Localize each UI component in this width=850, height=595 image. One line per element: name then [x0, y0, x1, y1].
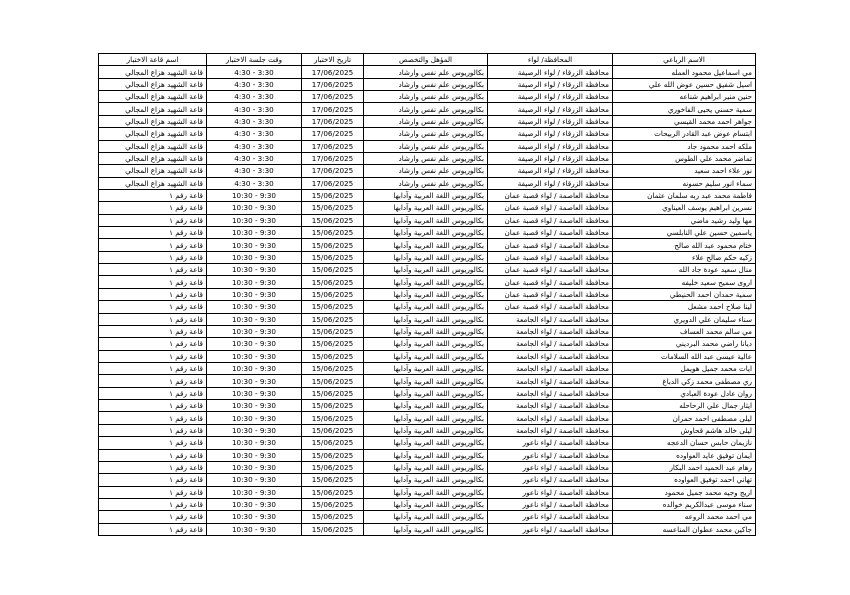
cell-session-time: 4:30 - 3:30	[207, 78, 302, 90]
cell-full-name: ايمان توفيق عايد العواوده	[613, 449, 756, 461]
cell-exam-hall: قاعة رقم ١	[99, 375, 207, 387]
table-body	[99, 66, 756, 536]
cell-full-name: جاكين محمد عطوان المناعسه	[613, 523, 756, 535]
table-row	[99, 301, 756, 313]
cell-exam-hall: قاعة رقم ١	[99, 276, 207, 288]
cell-qualification: بكالوريوس اللغة العربية وآدابها	[364, 301, 488, 313]
cell-exam-date: 15/06/2025	[302, 375, 364, 387]
cell-exam-date: 15/06/2025	[302, 350, 364, 362]
cell-governorate: محافظة العاصمة / لواء ناعور	[488, 498, 613, 510]
cell-exam-hall: قاعة رقم ١	[99, 288, 207, 300]
cell-exam-hall: قاعة رقم ١	[99, 338, 207, 350]
cell-qualification: بكالوريوس علم نفس وارشاد	[364, 115, 488, 127]
cell-governorate: محافظة العاصمة / لواء قصبة عمان	[488, 214, 613, 226]
table-row	[99, 189, 756, 201]
cell-exam-hall: قاعة الشهيد هزاع المجالي	[99, 91, 207, 103]
cell-exam-date: 15/06/2025	[302, 424, 364, 436]
cell-exam-hall: قاعة الشهيد هزاع المجالي	[99, 66, 207, 78]
table-row	[99, 449, 756, 461]
cell-governorate: محافظة العاصمة / لواء قصبة عمان	[488, 189, 613, 201]
cell-governorate: محافظة العاصمة / لواء الجامعة	[488, 325, 613, 337]
cell-exam-date: 15/06/2025	[302, 288, 364, 300]
cell-full-name: ليلى مصطفى احمد حمران	[613, 412, 756, 424]
cell-qualification: بكالوريوس اللغة العربية وآدابها	[364, 523, 488, 535]
cell-full-name: روان عادل عودة العبادي	[613, 387, 756, 399]
cell-full-name: مي سالم محمد العساف	[613, 325, 756, 337]
cell-qualification: بكالوريوس اللغة العربية وآدابها	[364, 338, 488, 350]
cell-exam-date: 17/06/2025	[302, 78, 364, 90]
cell-governorate: محافظة العاصمة / لواء الجامعة	[488, 375, 613, 387]
cell-qualification: بكالوريوس اللغة العربية وآدابها	[364, 202, 488, 214]
cell-exam-date: 15/06/2025	[302, 362, 364, 374]
cell-exam-date: 15/06/2025	[302, 400, 364, 412]
cell-session-time: 10:30 - 9:30	[207, 202, 302, 214]
cell-qualification: بكالوريوس اللغة العربية وآدابها	[364, 227, 488, 239]
cell-exam-hall: قاعة رقم ١	[99, 301, 207, 313]
cell-full-name: ختام محمود عبد الله صالح	[613, 239, 756, 251]
cell-governorate: محافظة العاصمة / لواء ناعور	[488, 486, 613, 498]
cell-full-name: سناء موسى عبدالكريم خوالده	[613, 498, 756, 510]
cell-full-name: لينا صلاح احمد مشعل	[613, 301, 756, 313]
cell-governorate: محافظة العاصمة / لواء ناعور	[488, 449, 613, 461]
cell-exam-date: 15/06/2025	[302, 338, 364, 350]
cell-session-time: 10:30 - 9:30	[207, 239, 302, 251]
cell-qualification: بكالوريوس اللغة العربية وآدابها	[364, 239, 488, 251]
cell-exam-date: 15/06/2025	[302, 313, 364, 325]
cell-qualification: بكالوريوس علم نفس وارشاد	[364, 152, 488, 164]
table-row	[99, 461, 756, 473]
cell-session-time: 4:30 - 3:30	[207, 165, 302, 177]
cell-full-name: مي احمد محمد الروعه	[613, 511, 756, 523]
cell-full-name: جواهر احمد محمد القيسي	[613, 115, 756, 127]
cell-session-time: 10:30 - 9:30	[207, 400, 302, 412]
cell-exam-hall: قاعة الشهيد هزاع المجالي	[99, 78, 207, 90]
cell-exam-date: 15/06/2025	[302, 214, 364, 226]
cell-qualification: بكالوريوس اللغة العربية وآدابها	[364, 325, 488, 337]
cell-exam-date: 17/06/2025	[302, 103, 364, 115]
cell-session-time: 10:30 - 9:30	[207, 511, 302, 523]
table-row	[99, 103, 756, 115]
cell-exam-hall: قاعة الشهيد هزاع المجالي	[99, 177, 207, 189]
cell-exam-date: 15/06/2025	[302, 325, 364, 337]
cell-governorate: محافظة الزرقاء / لواء الرصيفة	[488, 128, 613, 140]
cell-qualification: بكالوريوس علم نفس وارشاد	[364, 128, 488, 140]
cell-session-time: 10:30 - 9:30	[207, 523, 302, 535]
cell-full-name: زكيه حكم صالح علاء	[613, 251, 756, 263]
cell-session-time: 4:30 - 3:30	[207, 128, 302, 140]
cell-exam-hall: قاعة رقم ١	[99, 214, 207, 226]
cell-qualification: بكالوريوس اللغة العربية وآدابها	[364, 189, 488, 201]
cell-exam-hall: قاعة رقم ١	[99, 437, 207, 449]
cell-qualification: بكالوريوس اللغة العربية وآدابها	[364, 387, 488, 399]
cell-exam-date: 15/06/2025	[302, 189, 364, 201]
cell-session-time: 4:30 - 3:30	[207, 103, 302, 115]
cell-full-name: سمية حسني يحيى الفاخوري	[613, 103, 756, 115]
table-row	[99, 115, 756, 127]
cell-session-time: 10:30 - 9:30	[207, 350, 302, 362]
cell-session-time: 4:30 - 3:30	[207, 140, 302, 152]
table-row	[99, 474, 756, 486]
cell-exam-hall: قاعة رقم ١	[99, 313, 207, 325]
cell-governorate: محافظة العاصمة / لواء الجامعة	[488, 338, 613, 350]
cell-qualification: بكالوريوس اللغة العربية وآدابها	[364, 350, 488, 362]
cell-governorate: محافظة العاصمة / لواء قصبة عمان	[488, 251, 613, 263]
cell-qualification: بكالوريوس اللغة العربية وآدابها	[364, 498, 488, 510]
cell-exam-date: 15/06/2025	[302, 251, 364, 263]
cell-full-name: نور علاء احمد سعيد	[613, 165, 756, 177]
header-full-name: الاسم الرباعي	[613, 54, 756, 66]
cell-session-time: 4:30 - 3:30	[207, 177, 302, 189]
cell-session-time: 10:30 - 9:30	[207, 412, 302, 424]
cell-full-name: ياسمين حسين علي النابلسي	[613, 227, 756, 239]
cell-full-name: ملكه احمد محمود جاد	[613, 140, 756, 152]
cell-governorate: محافظة العاصمة / لواء الجامعة	[488, 350, 613, 362]
cell-full-name: منال سعيد عودة جاد الله	[613, 264, 756, 276]
cell-qualification: بكالوريوس علم نفس وارشاد	[364, 140, 488, 152]
cell-exam-date: 15/06/2025	[302, 276, 364, 288]
cell-session-time: 10:30 - 9:30	[207, 387, 302, 399]
cell-exam-hall: قاعة رقم ١	[99, 189, 207, 201]
cell-governorate: محافظة العاصمة / لواء ناعور	[488, 437, 613, 449]
table-row	[99, 523, 756, 535]
cell-full-name: ديانا راضي محمد البرديني	[613, 338, 756, 350]
cell-qualification: بكالوريوس اللغة العربية وآدابها	[364, 375, 488, 387]
header-exam-hall: اسم قاعة الاختبار	[99, 54, 207, 66]
cell-qualification: بكالوريوس اللغة العربية وآدابها	[364, 474, 488, 486]
cell-session-time: 10:30 - 9:30	[207, 325, 302, 337]
cell-governorate: محافظة العاصمة / لواء ناعور	[488, 474, 613, 486]
table-row	[99, 239, 756, 251]
cell-exam-hall: قاعة الشهيد هزاع المجالي	[99, 140, 207, 152]
cell-session-time: 10:30 - 9:30	[207, 264, 302, 276]
cell-full-name: ايات محمد جميل هويمل	[613, 362, 756, 374]
cell-governorate: محافظة العاصمة / لواء الجامعة	[488, 387, 613, 399]
cell-full-name: تماضر محمد علي الطوس	[613, 152, 756, 164]
table-row	[99, 350, 756, 362]
cell-full-name: نازيمان حابس حسان الدعجه	[613, 437, 756, 449]
cell-qualification: بكالوريوس علم نفس وارشاد	[364, 91, 488, 103]
cell-full-name: ابتسام عوض عبد القادر الربيحات	[613, 128, 756, 140]
table-row	[99, 498, 756, 510]
cell-governorate: محافظة الزرقاء / لواء الرصيفة	[488, 115, 613, 127]
cell-qualification: بكالوريوس اللغة العربية وآدابها	[364, 362, 488, 374]
cell-governorate: محافظة الزرقاء / لواء الرصيفة	[488, 140, 613, 152]
cell-exam-hall: قاعة رقم ١	[99, 227, 207, 239]
cell-exam-hall: قاعة رقم ١	[99, 523, 207, 535]
cell-exam-date: 15/06/2025	[302, 412, 364, 424]
table-row	[99, 437, 756, 449]
cell-full-name: حنين منير ابراهيم شناعه	[613, 91, 756, 103]
table-row	[99, 511, 756, 523]
table-row	[99, 424, 756, 436]
cell-session-time: 10:30 - 9:30	[207, 461, 302, 473]
cell-exam-hall: قاعة الشهيد هزاع المجالي	[99, 115, 207, 127]
cell-governorate: محافظة العاصمة / لواء ناعور	[488, 523, 613, 535]
cell-exam-hall: قاعة رقم ١	[99, 251, 207, 263]
cell-exam-hall: قاعة رقم ١	[99, 387, 207, 399]
table-row	[99, 486, 756, 498]
cell-session-time: 10:30 - 9:30	[207, 251, 302, 263]
cell-governorate: محافظة العاصمة / لواء قصبة عمان	[488, 288, 613, 300]
cell-session-time: 10:30 - 9:30	[207, 424, 302, 436]
cell-exam-date: 15/06/2025	[302, 486, 364, 498]
cell-session-time: 10:30 - 9:30	[207, 338, 302, 350]
table-row	[99, 264, 756, 276]
cell-session-time: 10:30 - 9:30	[207, 214, 302, 226]
cell-exam-date: 17/06/2025	[302, 165, 364, 177]
cell-exam-date: 15/06/2025	[302, 239, 364, 251]
table-row	[99, 227, 756, 239]
cell-exam-date: 15/06/2025	[302, 474, 364, 486]
header-session-time: وقت جلسة الاختبار	[207, 54, 302, 66]
cell-full-name: سناء سليمان علي الدويري	[613, 313, 756, 325]
table-row	[99, 288, 756, 300]
cell-governorate: محافظة العاصمة / لواء الجامعة	[488, 362, 613, 374]
cell-exam-date: 15/06/2025	[302, 202, 364, 214]
cell-qualification: بكالوريوس علم نفس وارشاد	[364, 165, 488, 177]
cell-exam-date: 15/06/2025	[302, 461, 364, 473]
cell-exam-hall: قاعة رقم ١	[99, 449, 207, 461]
cell-exam-date: 17/06/2025	[302, 128, 364, 140]
table-header-row	[99, 54, 756, 66]
cell-session-time: 10:30 - 9:30	[207, 227, 302, 239]
cell-exam-date: 17/06/2025	[302, 115, 364, 127]
cell-governorate: محافظة العاصمة / لواء قصبة عمان	[488, 227, 613, 239]
cell-session-time: 10:30 - 9:30	[207, 313, 302, 325]
cell-qualification: بكالوريوس اللغة العربية وآدابها	[364, 288, 488, 300]
table-row	[99, 177, 756, 189]
cell-qualification: بكالوريوس علم نفس وارشاد	[364, 78, 488, 90]
cell-qualification: بكالوريوس علم نفس وارشاد	[364, 177, 488, 189]
table-row	[99, 66, 756, 78]
table-row	[99, 313, 756, 325]
cell-exam-date: 15/06/2025	[302, 498, 364, 510]
cell-session-time: 10:30 - 9:30	[207, 276, 302, 288]
cell-exam-hall: قاعة رقم ١	[99, 202, 207, 214]
cell-session-time: 10:30 - 9:30	[207, 301, 302, 313]
cell-session-time: 10:30 - 9:30	[207, 474, 302, 486]
cell-governorate: محافظة الزرقاء / لواء الرصيفة	[488, 103, 613, 115]
cell-exam-hall: قاعة رقم ١	[99, 474, 207, 486]
table-row	[99, 325, 756, 337]
cell-exam-hall: قاعة رقم ١	[99, 264, 207, 276]
cell-qualification: بكالوريوس اللغة العربية وآدابها	[364, 276, 488, 288]
cell-qualification: بكالوريوس اللغة العربية وآدابها	[364, 437, 488, 449]
table-row	[99, 152, 756, 164]
table-row	[99, 276, 756, 288]
cell-governorate: محافظة الزرقاء / لواء الرصيفة	[488, 177, 613, 189]
cell-exam-date: 17/06/2025	[302, 66, 364, 78]
cell-exam-date: 15/06/2025	[302, 511, 364, 523]
cell-full-name: مي اسماعيل محمود العمله	[613, 66, 756, 78]
cell-full-name: اريج وجيه محمد جميل محمود	[613, 486, 756, 498]
table-row	[99, 251, 756, 263]
cell-exam-hall: قاعة رقم ١	[99, 239, 207, 251]
cell-exam-hall: قاعة رقم ١	[99, 486, 207, 498]
cell-full-name: اروى سميح سعيد خليفه	[613, 276, 756, 288]
table-row	[99, 387, 756, 399]
cell-qualification: بكالوريوس علم نفس وارشاد	[364, 66, 488, 78]
table-row	[99, 400, 756, 412]
cell-exam-date: 17/06/2025	[302, 140, 364, 152]
cell-exam-hall: قاعة رقم ١	[99, 400, 207, 412]
cell-governorate: محافظة العاصمة / لواء الجامعة	[488, 412, 613, 424]
exam-schedule-sheet	[98, 53, 755, 536]
cell-exam-date: 15/06/2025	[302, 387, 364, 399]
cell-governorate: محافظة العاصمة / لواء ناعور	[488, 461, 613, 473]
header-qualification: المؤهل والتخصص	[364, 54, 488, 66]
cell-governorate: محافظة الزرقاء / لواء الرصيفة	[488, 165, 613, 177]
cell-exam-hall: قاعة رقم ١	[99, 498, 207, 510]
cell-exam-hall: قاعة رقم ١	[99, 325, 207, 337]
table-row	[99, 375, 756, 387]
cell-governorate: محافظة العاصمة / لواء قصبة عمان	[488, 276, 613, 288]
cell-session-time: 4:30 - 3:30	[207, 91, 302, 103]
header-governorate: المحافظة/ لواء	[488, 54, 613, 66]
table-row	[99, 338, 756, 350]
cell-full-name: فاطمة محمد عبد ربه سلمان عثمان	[613, 189, 756, 201]
cell-full-name: رهام عبد الحميد احمد البكار	[613, 461, 756, 473]
cell-governorate: محافظة العاصمة / لواء الجامعة	[488, 313, 613, 325]
cell-session-time: 10:30 - 9:30	[207, 486, 302, 498]
table-row	[99, 91, 756, 103]
cell-session-time: 10:30 - 9:30	[207, 498, 302, 510]
cell-qualification: بكالوريوس اللغة العربية وآدابها	[364, 486, 488, 498]
cell-full-name: تهاني احمد توفيق العواوده	[613, 474, 756, 486]
cell-full-name: ري مصطفى محمد زكي الدباغ	[613, 375, 756, 387]
cell-governorate: محافظة الزرقاء / لواء الرصيفة	[488, 152, 613, 164]
table-row	[99, 412, 756, 424]
cell-qualification: بكالوريوس اللغة العربية وآدابها	[364, 424, 488, 436]
cell-governorate: محافظة الزرقاء / لواء الرصيفة	[488, 91, 613, 103]
cell-exam-date: 15/06/2025	[302, 437, 364, 449]
cell-exam-hall: قاعة رقم ١	[99, 350, 207, 362]
cell-exam-date: 15/06/2025	[302, 449, 364, 461]
cell-governorate: محافظة العاصمة / لواء قصبة عمان	[488, 239, 613, 251]
cell-full-name: مها وليد رشيد ماضي	[613, 214, 756, 226]
cell-exam-hall: قاعة رقم ١	[99, 412, 207, 424]
cell-session-time: 10:30 - 9:30	[207, 437, 302, 449]
cell-exam-date: 15/06/2025	[302, 301, 364, 313]
table-row	[99, 202, 756, 214]
cell-qualification: بكالوريوس اللغة العربية وآدابها	[364, 400, 488, 412]
cell-exam-date: 17/06/2025	[302, 152, 364, 164]
exam-schedule-table	[98, 53, 756, 536]
cell-qualification: بكالوريوس اللغة العربية وآدابها	[364, 412, 488, 424]
table-row	[99, 78, 756, 90]
table-row	[99, 362, 756, 374]
cell-qualification: بكالوريوس علم نفس وارشاد	[364, 103, 488, 115]
header-exam-date: تاريخ الاختبار	[302, 54, 364, 66]
cell-governorate: محافظة العاصمة / لواء الجامعة	[488, 424, 613, 436]
cell-full-name: ايثار جمال علي الرحاحله	[613, 400, 756, 412]
cell-session-time: 10:30 - 9:30	[207, 449, 302, 461]
cell-qualification: بكالوريوس اللغة العربية وآدابها	[364, 264, 488, 276]
cell-exam-date: 15/06/2025	[302, 264, 364, 276]
cell-session-time: 4:30 - 3:30	[207, 152, 302, 164]
cell-session-time: 10:30 - 9:30	[207, 288, 302, 300]
cell-governorate: محافظة العاصمة / لواء قصبة عمان	[488, 202, 613, 214]
cell-session-time: 4:30 - 3:30	[207, 66, 302, 78]
cell-qualification: بكالوريوس اللغة العربية وآدابها	[364, 511, 488, 523]
cell-qualification: بكالوريوس اللغة العربية وآدابها	[364, 251, 488, 263]
table-row	[99, 128, 756, 140]
cell-qualification: بكالوريوس اللغة العربية وآدابها	[364, 214, 488, 226]
cell-exam-hall: قاعة الشهيد هزاع المجالي	[99, 152, 207, 164]
cell-full-name: اسيل شفيق حسين عوض الله علي	[613, 78, 756, 90]
cell-session-time: 10:30 - 9:30	[207, 375, 302, 387]
cell-full-name: سماء انور سليم حسونه	[613, 177, 756, 189]
cell-exam-date: 17/06/2025	[302, 177, 364, 189]
cell-governorate: محافظة الزرقاء / لواء الرصيفة	[488, 78, 613, 90]
table-row	[99, 165, 756, 177]
cell-exam-hall: قاعة رقم ١	[99, 461, 207, 473]
cell-session-time: 4:30 - 3:30	[207, 115, 302, 127]
table-row	[99, 214, 756, 226]
cell-governorate: محافظة العاصمة / لواء قصبة عمان	[488, 301, 613, 313]
cell-exam-date: 15/06/2025	[302, 523, 364, 535]
cell-session-time: 10:30 - 9:30	[207, 362, 302, 374]
cell-exam-hall: قاعة رقم ١	[99, 362, 207, 374]
cell-qualification: بكالوريوس اللغة العربية وآدابها	[364, 313, 488, 325]
cell-exam-hall: قاعة الشهيد هزاع المجالي	[99, 103, 207, 115]
cell-qualification: بكالوريوس اللغة العربية وآدابها	[364, 461, 488, 473]
cell-full-name: عالية عيسى عبد الله السلامات	[613, 350, 756, 362]
cell-exam-hall: قاعة رقم ١	[99, 511, 207, 523]
cell-exam-date: 15/06/2025	[302, 227, 364, 239]
cell-exam-hall: قاعة الشهيد هزاع المجالي	[99, 165, 207, 177]
cell-session-time: 10:30 - 9:30	[207, 189, 302, 201]
cell-exam-hall: قاعة رقم ١	[99, 424, 207, 436]
cell-exam-hall: قاعة الشهيد هزاع المجالي	[99, 128, 207, 140]
cell-full-name: ليلى خالد هاشم قحاوش	[613, 424, 756, 436]
cell-qualification: بكالوريوس اللغة العربية وآدابها	[364, 449, 488, 461]
cell-governorate: محافظة العاصمة / لواء قصبة عمان	[488, 264, 613, 276]
cell-full-name: سمية حمدان احمد الحنيطي	[613, 288, 756, 300]
cell-governorate: محافظة العاصمة / لواء ناعور	[488, 511, 613, 523]
cell-full-name: نسرين ابراهيم يوسف العيناوي	[613, 202, 756, 214]
cell-governorate: محافظة العاصمة / لواء الجامعة	[488, 400, 613, 412]
table-row	[99, 140, 756, 152]
cell-exam-date: 17/06/2025	[302, 91, 364, 103]
cell-governorate: محافظة الزرقاء / لواء الرصيفة	[488, 66, 613, 78]
